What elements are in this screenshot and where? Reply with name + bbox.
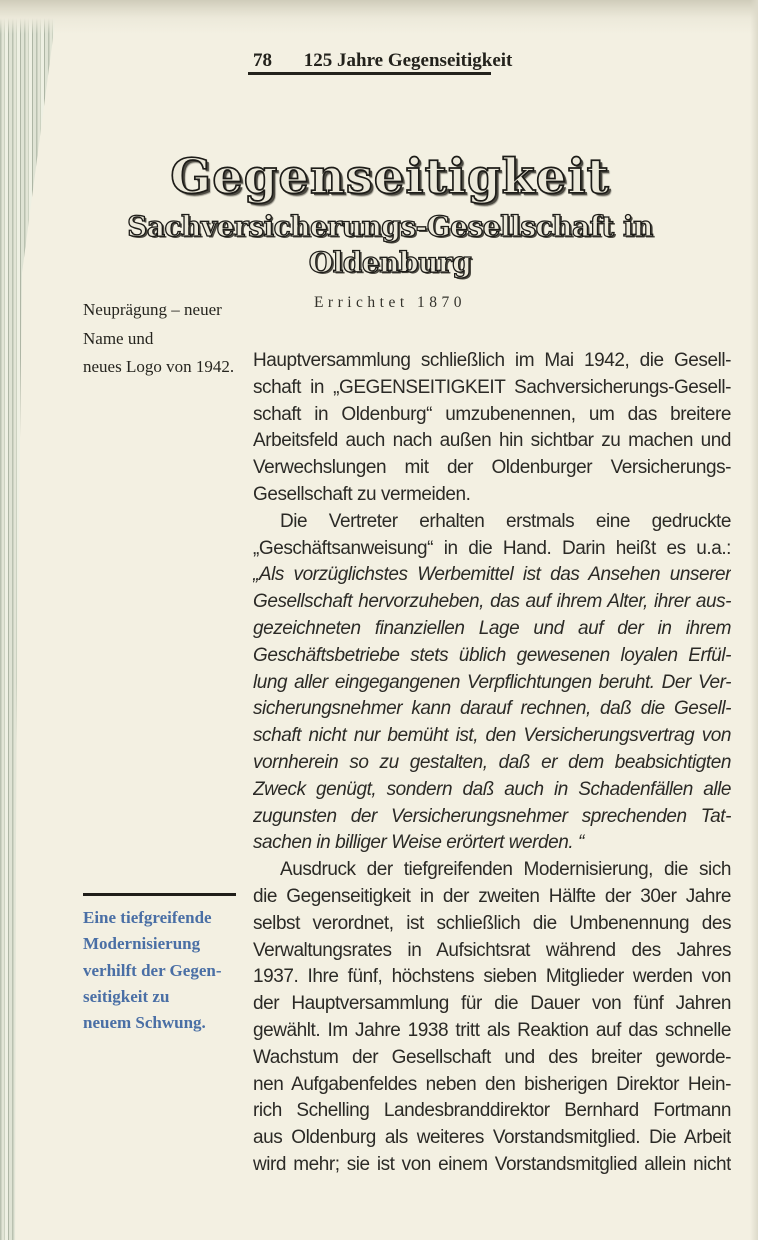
caption-line: Name und — [83, 328, 154, 348]
text-line: Die Vertreter erhalten erstmals eine gedruckte — [280, 510, 731, 532]
text-line: selbst verordnet, ist schließlich die Umbenennung des — [253, 912, 731, 934]
logo-company-subtitle: Sachversicherungs-Gesellschaft in Oldenburg — [127, 210, 653, 279]
text-line: „Geschäftsanweisung“ in die Hand. Darin heißt es u.a.: — [253, 537, 731, 559]
text-line: Verwechslungen mit der Oldenburger Versicherungs- — [253, 457, 731, 479]
text-line: Geschäftsbetriebe stets üblich gewesenen loyalen Erfül- — [253, 644, 731, 666]
body-text — [253, 348, 731, 1179]
text-line: sachen in billiger Weise erörtert werden. “ — [253, 832, 584, 854]
note-line: Eine tiefgreifende — [83, 908, 212, 927]
text-line: gezeichneten finanziellen Lage und auf der in ihrem — [253, 617, 731, 639]
note-line: neuem Schwung. — [83, 1013, 206, 1033]
text-line: lung aller eingegangenen Verpflichtungen beruht. Der Ver- — [253, 671, 731, 693]
note-line: verhilft der Gegen- — [83, 960, 222, 980]
text-line: der Hauptversammlung für die Dauer von fünf Jahren — [253, 993, 731, 1015]
text-line: rich Schelling Landesbranddirektor Bernhard Fortmann — [253, 1100, 731, 1122]
text-line: wird mehr; sie ist von einem Vorstandsmitglied allein nicht — [253, 1153, 731, 1175]
text-line: nen Aufgabenfeldes neben den bisherigen Direktor Hein- — [253, 1073, 731, 1095]
text-line: gewählt. Im Jahre 1938 tritt als Reaktion auf das schnelle — [253, 1019, 731, 1041]
text-line: Ausdruck der tiefgreifenden Modernisierung, die sich — [280, 859, 731, 881]
page-number: 78 — [253, 50, 272, 71]
text-line: schaft nicht nur bemüht ist, den Versicherungsvertrag von — [253, 725, 731, 747]
caption-line: Neuprägung – neuer — [83, 300, 222, 319]
margin-caption — [83, 296, 263, 382]
text-line: sicherungsnehmer kann darauf rechnen, daß die Gesell- — [253, 698, 731, 720]
page-edge-right — [750, 0, 758, 1240]
text-line: 1937. Ihre fünf, höchstens sieben Mitglieder werden von — [253, 966, 731, 988]
text-line: Verwaltungsrates in Aufsichtsrat während des Jahres — [253, 939, 731, 961]
running-header — [253, 50, 512, 72]
logo-established-year: Errichtet 1870 — [313, 294, 467, 311]
text-line: Wachstum der Gesellschaft und des breiter geworde- — [253, 1046, 731, 1068]
text-line: Zweck genügt, sondern daß auch in Schadenfällen alle — [253, 778, 731, 800]
text-line: zugunsten der Versicherungsnehmer sprechenden Tat- — [253, 805, 731, 827]
text-line: aus Oldenburg als weiteres Vorstandsmitglied. Die Arbeit — [253, 1127, 731, 1149]
margin-note — [83, 905, 258, 1036]
note-line: Modernisierung — [83, 934, 201, 954]
text-line: Gesellschaft zu vermeiden. — [253, 483, 471, 505]
note-line: seitigkeit zu — [83, 986, 170, 1006]
text-line: Gesellschaft hervorzuheben, das auf ihrem Alter, ihrer aus- — [253, 591, 731, 613]
text-line: schaft in Oldenburg“ umzubenennen, um das breitere — [253, 403, 731, 425]
running-title: 125 Jahre Gegenseitigkeit — [303, 50, 513, 71]
text-line: die Gegenseitigkeit in der zweiten Hälfte der 30er Jahre — [253, 885, 731, 907]
header-rule — [248, 72, 491, 75]
text-line: schaft in „GEGENSEITIGKEIT Sachversicherungs-Gesell- — [253, 376, 731, 398]
page-stack-edge-top — [0, 0, 758, 34]
margin-note-rule — [83, 893, 236, 896]
text-line: „Als vorzüglichstes Werbemittel ist das Ansehen unserer — [253, 564, 731, 586]
caption-line: neues Logo von 1942. — [83, 357, 235, 377]
text-line: Hauptversammlung schließlich im Mai 1942, die Gesell- — [253, 350, 731, 371]
text-line: vornherein so zu gestalten, daß er dem beabsichtigten — [253, 751, 731, 773]
company-logo — [50, 148, 730, 312]
text-line: Arbeitsfeld auch nach außen hin sichtbar zu machen und — [253, 430, 731, 452]
logo-company-name: Gegenseitigkeit — [170, 149, 610, 205]
